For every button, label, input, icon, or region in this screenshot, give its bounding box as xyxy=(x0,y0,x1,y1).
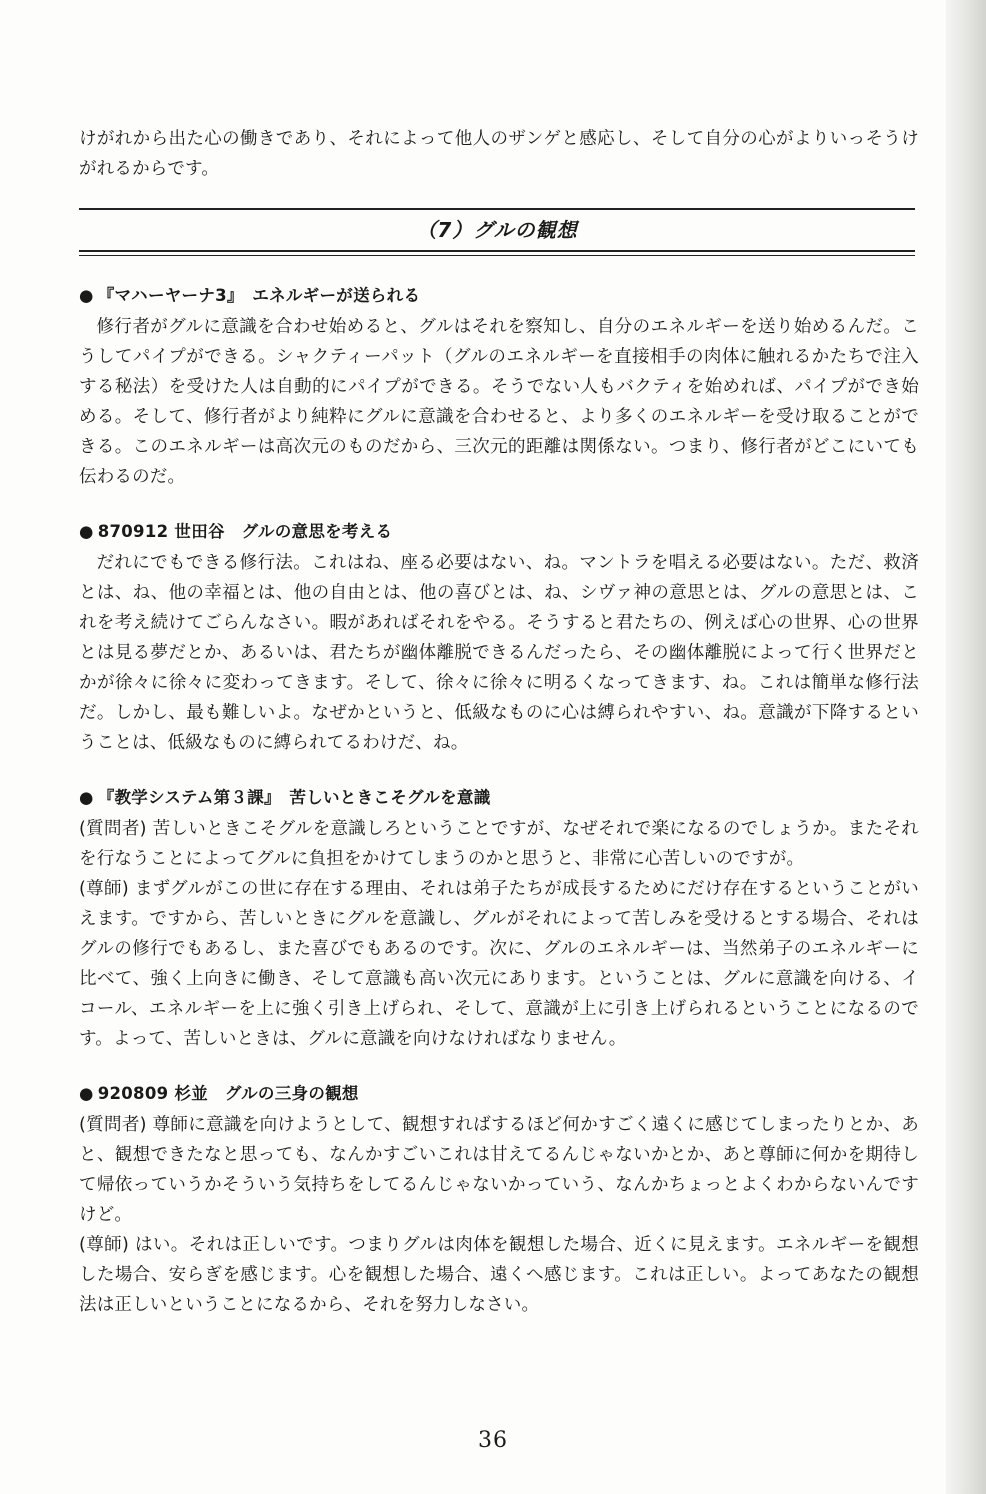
entry xyxy=(79,1082,919,1320)
entry-heading xyxy=(79,786,919,810)
answer-paragraph: (尊師) まずグルがこの世に存在する理由、それは弟子たちが成長するためにだけ存在するということがいえます。ですから、苦しいときにグルを意識し、グルがそれによって苦しみを受けるとする場合、それはグルの修行でもあるし、また喜びでもあるのです。次に、グルのエネルギーは、当然弟子のエネルギーに比べて、強く上向きに働き、そして意識も高い次元にあります。ということは、グルに意識を向ける、イコール、エネルギーを上に強く引き上げられ、そして、意識が上に引き上げられるということになるのです。よって、苦しいときは、グルに意識を向けなければなりません。 xyxy=(79,879,919,1049)
entry-heading xyxy=(79,284,919,308)
bullet-icon: ● xyxy=(79,286,94,305)
entry-paragraph: だれにでもできる修行法。これはね、座る必要はない、ね。マントラを唱える必要はない。ただ、救済とは、ね、他の幸福とは、他の自由とは、他の喜びとは、ね、シヴァ神の意思とは、グルの意思とは、これを考え続けてごらんなさい。暇があればそれをやる。そうすると君たちの、例えば心の世界、心の世界とは見る夢だとか、あるいは、君たちが幽体離脱できるんだったら、その幽体離脱によって行く世界だとかが徐々に徐々に変わってきます。そして、徐々に徐々に明るくなってきます、ね。これは簡単な修行法だ。しかし、最も難しいよ。なぜかというと、低級なものに心は縛られやすい、ね。意識が下降するということは、低級なものに縛られてるわけだ、ね。 xyxy=(79,553,919,753)
page-content xyxy=(79,124,919,1348)
answer-paragraph: (尊師) はい。それは正しいです。つまりグルは肉体を観想した場合、近くに見えます。エネルギーを観想した場合、安らぎを感じます。心を観想した場合、遠くへ感じます。これは正しい。よってあなたの観想法は正しいということになるから、それを努力しなさい。 xyxy=(79,1235,919,1315)
page-number: 36 xyxy=(478,1428,508,1453)
entry-heading-text: 『マハーヤーナ3』 エネルギーが送られる xyxy=(97,286,421,305)
section-rule-bottom-thin xyxy=(79,255,915,256)
section-rule-bottom xyxy=(79,250,915,252)
question-paragraph: (質問者) 尊師に意識を向けようとして、観想すればするほど何かすごく遠くに感じてしまったりとか、あと、観想できたなと思っても、なんかすごいこれは甘えてるんじゃないかとか、あと尊師に何かを期待して帰依っていうかそういう気持ちをしてるんじゃないかっていう、なんかちょっとよくわからないんですけど。 xyxy=(79,1115,919,1225)
entry-heading-text: 920809 杉並 グルの三身の観想 xyxy=(97,1084,359,1103)
section-header xyxy=(79,208,915,256)
question-paragraph: (質問者) 苦しいときこそグルを意識しろということですが、なぜそれで楽になるのでしょうか。またそれを行なうことによってグルに負担をかけてしまうのかと思うと、非常に心苦しいのですが。 xyxy=(79,819,919,869)
bullet-icon: ● xyxy=(79,1084,94,1103)
entry xyxy=(79,786,919,1054)
section-title: （7）グルの観想 xyxy=(416,218,578,242)
entry-heading xyxy=(79,520,919,544)
bullet-icon: ● xyxy=(79,522,94,541)
entry xyxy=(79,520,919,758)
entry-heading-text: 『教学システム第３課』 苦しいときこそグルを意識 xyxy=(97,788,491,807)
entry-heading-text: 870912 世田谷 グルの意思を考える xyxy=(97,522,393,541)
entry-heading xyxy=(79,1082,919,1106)
entry xyxy=(79,284,919,492)
page-edge-shadow xyxy=(946,0,986,1494)
entry-paragraph: 修行者がグルに意識を合わせ始めると、グルはそれを察知し、自分のエネルギーを送り始めるんだ。こうしてパイプができる。シャクティーパット（グルのエネルギーを直接相手の肉体に触れるかたちで注入する秘法）を受けた人は自動的にパイプができる。そうでない人もバクティを始めれば、パイプができ始める。そして、修行者がより純粋にグルに意識を合わせると、より多くのエネルギーを受け取ることができる。このエネルギーは高次元のものだから、三次元的距離は関係ない。つまり、修行者がどこにいても伝わるのだ。 xyxy=(79,317,919,487)
intro-paragraph: けがれから出た心の働きであり、それによって他人のザンゲと感応し、そして自分の心がよりいっそうけがれるからです。 xyxy=(79,129,919,179)
entries-list xyxy=(79,284,919,1320)
bullet-icon: ● xyxy=(79,788,94,807)
